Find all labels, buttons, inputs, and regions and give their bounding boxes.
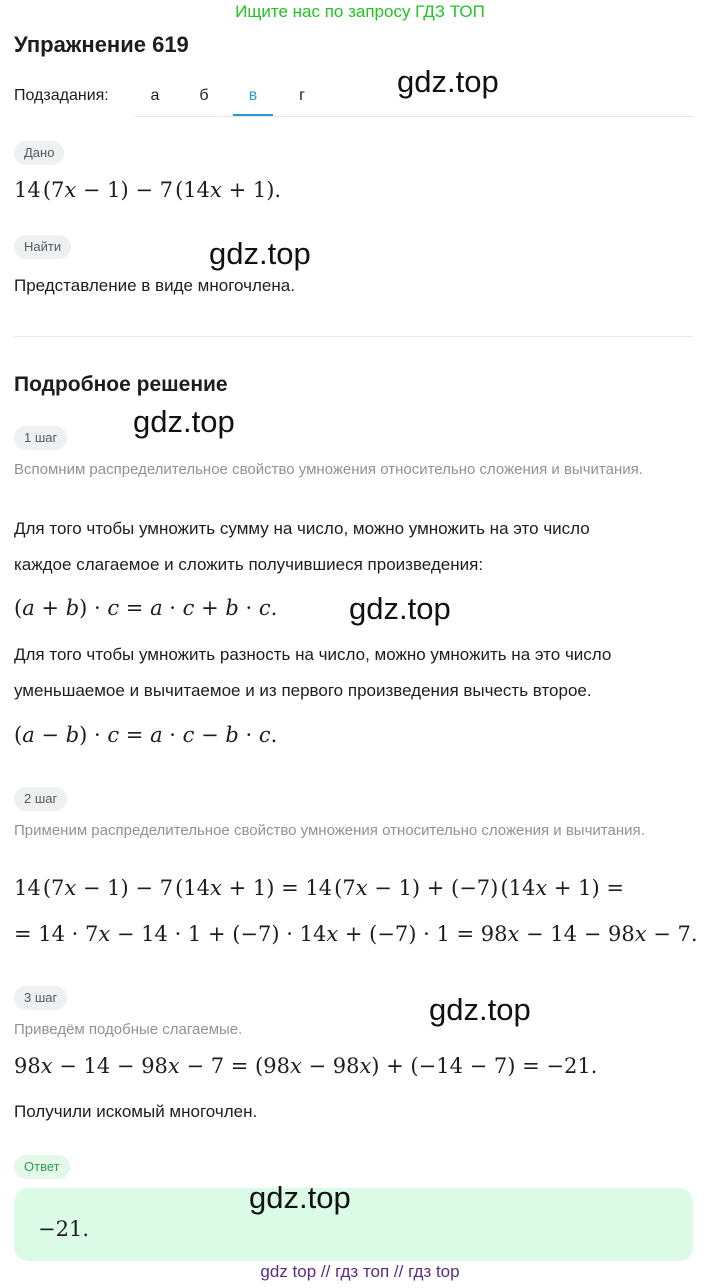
answer-box bbox=[14, 1188, 693, 1261]
rule-sum-line1: Для того чтобы умножить сумму на число, можно умножить на это число bbox=[14, 519, 590, 538]
page-title: Упражнение 619 bbox=[14, 32, 189, 57]
step-3-conclusion: Получили искомый многочлен. bbox=[14, 1102, 258, 1121]
solution-heading: Подробное решение bbox=[14, 373, 228, 396]
sum-formula: (a + b) · c = a · c + b · c. bbox=[14, 596, 278, 620]
promo-banner: Ищите нас по запросу ГДЗ ТОП bbox=[235, 2, 485, 21]
rule-sum-line2: каждое слагаемое и сложить получившиеся произведения: bbox=[14, 555, 484, 574]
answer-value: −21. bbox=[38, 1217, 89, 1241]
step-2-line1: 14 (7x − 1) − 7 (14x + 1) = 14 (7x − 1) + (−7) (14x + 1) = bbox=[14, 876, 624, 900]
watermark: gdz.top bbox=[209, 236, 311, 271]
step-3-chip: 3 шаг bbox=[14, 986, 67, 1010]
rule-diff-line2: уменьшаемое и вычитаемое и из первого произведения вычесть второе. bbox=[14, 681, 592, 700]
step-2-chip: 2 шаг bbox=[14, 787, 67, 811]
watermark: gdz.top bbox=[133, 404, 235, 439]
footer-links[interactable]: gdz top // гдз топ // гдз top bbox=[260, 1262, 460, 1281]
find-text: Представление в виде многочлена. bbox=[14, 276, 295, 295]
answer-chip: Ответ bbox=[14, 1155, 70, 1179]
divider bbox=[14, 336, 693, 337]
subtasks-label: Подзадания: bbox=[14, 87, 109, 104]
step-2-note: Применим распределительное свойство умножения относительно сложения и вычитания. bbox=[14, 822, 645, 839]
given-expression: 14 (7x − 1) − 7 (14x + 1). bbox=[14, 178, 282, 202]
step-2-line2: = 14 · 7x − 14 · 1 + (−7) · 14x + (−7) · 1 = 98x − 14 − 98x − 7. bbox=[14, 922, 698, 946]
step-1-note: Вспомним распределительное свойство умножения относительно сложения и вычитания. bbox=[14, 461, 643, 478]
watermark: gdz.top bbox=[249, 1180, 351, 1215]
watermark: gdz.top bbox=[397, 64, 499, 99]
step-1-chip: 1 шаг bbox=[14, 426, 67, 450]
rule-diff-line1: Для того чтобы умножить разность на число, можно умножить на это число bbox=[14, 645, 612, 664]
step-3-note: Приведём подобные слагаемые. bbox=[14, 1021, 243, 1038]
watermark: gdz.top bbox=[349, 591, 451, 626]
tab-b[interactable]: б bbox=[199, 87, 209, 104]
diff-formula: (a − b) · c = a · c − b · c. bbox=[14, 723, 278, 747]
tab-g[interactable]: г bbox=[299, 87, 305, 104]
tab-v[interactable]: в bbox=[233, 76, 273, 116]
tab-a[interactable]: а bbox=[150, 87, 160, 104]
find-chip: Найти bbox=[14, 235, 71, 259]
step-3-expression: 98x − 14 − 98x − 7 = (98x − 98x) + (−14 − 7) = −21. bbox=[14, 1054, 598, 1078]
watermark: gdz.top bbox=[429, 992, 531, 1027]
given-chip: Дано bbox=[14, 141, 64, 165]
